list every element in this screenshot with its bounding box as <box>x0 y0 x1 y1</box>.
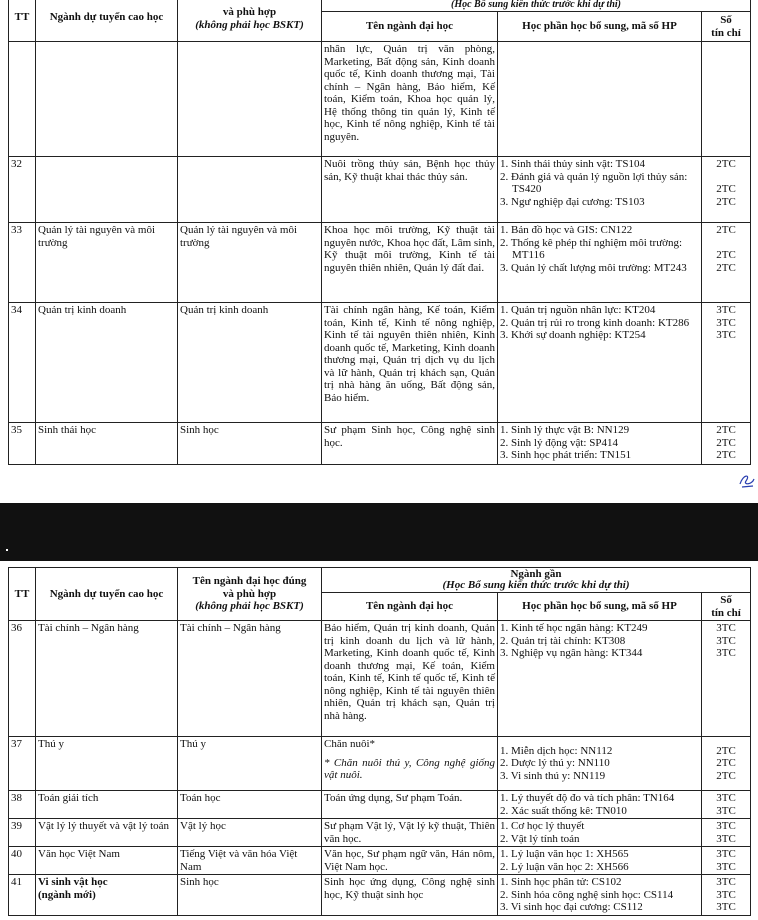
row-fit: Sinh học <box>178 875 322 916</box>
course-item: 1. Sinh lý thực vật B: NN129 <box>500 424 630 436</box>
row-tt: 39 <box>9 819 36 847</box>
table-row <box>9 423 751 465</box>
credit-item: 3TC <box>716 804 736 817</box>
credit-item: 3TC <box>716 634 736 647</box>
row-tt: 40 <box>9 847 36 875</box>
header-group-row <box>9 0 751 12</box>
row-credits <box>702 42 751 157</box>
row-fit <box>178 157 322 223</box>
header-fit-line1: và phù hợp <box>222 6 277 18</box>
row-credits <box>702 303 751 423</box>
row-fit: Sinh học <box>178 423 322 465</box>
row-courses <box>498 303 702 423</box>
header-group <box>322 568 751 593</box>
row-related: Nuôi trồng thủy sản, Bệnh học thủy sản, Kỹ thuật khai thác thủy sản. <box>322 157 498 223</box>
course-item: 1. Quản trị nguồn nhân lực: KT204 <box>500 304 656 316</box>
row-credits <box>702 737 751 791</box>
related-note: * Chăn nuôi thú y, Công nghệ giống vật nuôi. <box>324 756 495 781</box>
row-credits <box>702 819 751 847</box>
row-related: Sư phạm Sinh học, Công nghệ sinh học. <box>322 423 498 465</box>
row-courses <box>498 223 702 303</box>
row-major: Thú y <box>36 737 178 791</box>
credit-item: 2TC <box>716 183 736 195</box>
row-courses <box>498 875 702 916</box>
row-fit <box>178 42 322 157</box>
credit-item: 2TC <box>716 757 736 770</box>
course-item: 1. Bản đồ học và GIS: CN122 <box>500 224 633 236</box>
course-item: 3. Ngư nghiệp đại cương: TS103 <box>500 195 645 208</box>
credit-item: 3TC <box>716 329 736 341</box>
course-item: 2. Dược lý thú y: NN110 <box>500 757 610 770</box>
row-fit: Thú y <box>178 737 322 791</box>
row-tt: 35 <box>9 423 36 465</box>
credit-item: 2TC <box>716 424 736 436</box>
row-major <box>36 875 178 916</box>
row-credits <box>702 847 751 875</box>
header-group-title: Ngành gần <box>510 568 562 580</box>
credit-item: 3TC <box>716 860 736 873</box>
credit-item: 3TC <box>716 876 736 888</box>
course-item: 1. Lý thuyết độ đo và tích phân: TN164 <box>500 792 675 804</box>
header-group-sub: (Học Bổ sung kiến thức trước khi dự thi) <box>442 579 630 591</box>
row-major: Tài chính – Ngân hàng <box>36 621 178 737</box>
row-tt: 38 <box>9 791 36 819</box>
table-row <box>9 42 751 157</box>
table-row <box>9 157 751 223</box>
header-fit-line2: (không phải học BSKT) <box>195 18 304 31</box>
header-credits-line2: tín chỉ <box>711 26 741 39</box>
course-item: 2. Quản trị rủi ro trong kinh doanh: KT286 <box>500 316 690 329</box>
row-fit: Vật lý học <box>178 819 322 847</box>
course-item: 2. Xác suất thống kê: TN010 <box>500 804 627 817</box>
row-major: Sinh thái học <box>36 423 178 465</box>
row-related: Văn học, Sư phạm ngữ văn, Hán nôm, Việt Nam học. <box>322 847 498 875</box>
header-credits-line2: tín chỉ <box>711 606 741 619</box>
course-item: 2. Lý luận văn học 2: XH566 <box>500 860 629 873</box>
row-major: Toán giải tích <box>36 791 178 819</box>
course-item: 1. Sinh thái thủy sinh vật: TS104 <box>500 158 645 170</box>
table-row <box>9 791 751 819</box>
course-item: 1. Miễn dịch học: NN112 <box>500 744 613 757</box>
header-related: Tên ngành đại học <box>322 593 498 621</box>
signature-mark-icon <box>737 470 757 490</box>
course-item: 1. Kinh tế học ngân hàng: KT249 <box>500 622 648 634</box>
row-credits <box>702 791 751 819</box>
row-related: Sư phạm Vật lý, Vật lý kỹ thuật, Thiên văn học. <box>322 819 498 847</box>
course-item: 3. Vi sinh thú y: NN119 <box>500 769 606 782</box>
course-item: 1. Sinh học phân tử: CS102 <box>500 876 622 888</box>
row-related: Bảo hiểm, Quản trị kinh doanh, Quản trị kinh doanh du lịch và lữ hành, Marketing, Kinh doanh quốc tế, Kinh doanh thương mại, Kế toán, Kiểm toán, Kinh tế, Kinh tế quốc tế, Kinh tế nông nghiệp, Kinh tế tài nguyên thiên nhiên, Quản trị khách sạn, Quản trị nhà hàng. <box>322 621 498 737</box>
credit-item: 3TC <box>716 888 736 901</box>
header-credits-line1: Số <box>720 14 732 26</box>
table-page-2 <box>8 567 751 916</box>
credit-item: 3TC <box>716 820 736 832</box>
row-tt: 37 <box>9 737 36 791</box>
course-item: 2. Sinh lý động vật: SP414 <box>500 436 618 449</box>
row-courses <box>498 737 702 791</box>
table-page-1 <box>8 0 751 465</box>
row-major-note: (ngành mới) <box>38 888 96 901</box>
credit-item: 2TC <box>716 744 736 757</box>
credit-item: 3TC <box>716 316 736 329</box>
row-tt: 36 <box>9 621 36 737</box>
credit-item: 3TC <box>716 848 736 860</box>
row-major: Văn học Việt Nam <box>36 847 178 875</box>
course-item: 1. Lý luận văn học 1: XH565 <box>500 848 629 860</box>
row-courses <box>498 157 702 223</box>
row-related: Khoa học môi trường, Kỹ thuật tài nguyên nước, Khoa học đất, Lâm sinh, Kỹ thuật môi trường, Kinh tế tài nguyên thiên nhiên, Quản lý đất đai. <box>322 223 498 303</box>
row-major <box>36 42 178 157</box>
row-related: Toán ứng dụng, Sư phạm Toán. <box>322 791 498 819</box>
row-tt: 33 <box>9 223 36 303</box>
header-tt: TT <box>9 0 36 42</box>
course-item: 3. Nghiệp vụ ngân hàng: KT344 <box>500 647 643 659</box>
course-item: 1. Cơ học lý thuyết <box>500 820 585 832</box>
header-group-row <box>9 568 751 593</box>
row-courses <box>498 42 702 157</box>
row-courses <box>498 621 702 737</box>
row-courses <box>498 791 702 819</box>
table-row <box>9 819 751 847</box>
row-credits <box>702 423 751 465</box>
credit-item: 2TC <box>716 769 736 782</box>
credit-item: 2TC <box>716 261 736 274</box>
credit-item: 3TC <box>716 304 736 316</box>
row-fit: Quản lý tài nguyên và môi trường <box>178 223 322 303</box>
row-courses <box>498 819 702 847</box>
course-item: 2. Sinh hóa công nghệ sinh học: CS114 <box>500 888 674 901</box>
credit-item: 3TC <box>716 832 736 845</box>
row-fit: Tài chính – Ngân hàng <box>178 621 322 737</box>
row-tt <box>9 42 36 157</box>
table-row <box>9 875 751 916</box>
row-credits <box>702 223 751 303</box>
header-fit-line3: (không phải học BSKT) <box>195 600 304 613</box>
table-row <box>9 223 751 303</box>
related-main: Chăn nuôi* <box>324 738 376 750</box>
course-item: 2. Vật lý tính toán <box>500 832 580 845</box>
separator-dot <box>6 549 8 551</box>
credit-item: 3TC <box>716 901 736 913</box>
row-related: Tài chính ngân hàng, Kế toán, Kiểm toán, Kinh tế, Kinh tế nông nghiệp, Kinh tế tài nguyên thiên nhiên, Kinh doanh quốc tế, Marketing, Kinh doanh thương mại, Quản trị dịch vụ du lịch và lữ hành, Quản trị khách sạn, Quản trị nhà hàng ăn uống, Bất động sản, Bảo hiểm. <box>322 303 498 423</box>
header-credits <box>702 12 751 42</box>
row-tt: 32 <box>9 157 36 223</box>
row-courses <box>498 423 702 465</box>
row-related <box>322 737 498 791</box>
row-tt: 41 <box>9 875 36 916</box>
row-fit: Quản trị kinh doanh <box>178 303 322 423</box>
credit-item: 3TC <box>716 792 736 804</box>
row-credits <box>702 157 751 223</box>
header-related: Tên ngành đại học <box>322 12 498 42</box>
row-fit: Toán học <box>178 791 322 819</box>
table-row <box>9 847 751 875</box>
header-tt: TT <box>9 568 36 621</box>
course-item: 2. Quản trị tài chính: KT308 <box>500 634 626 647</box>
header-fit-line1: Tên ngành đại học đúng <box>192 575 307 588</box>
row-tt: 34 <box>9 303 36 423</box>
header-group <box>322 0 751 12</box>
credit-item: 2TC <box>716 195 736 208</box>
credit-item: 2TC <box>716 436 736 449</box>
credit-item: 2TC <box>716 249 736 261</box>
credit-item: 2TC <box>716 158 736 170</box>
course-item: 3. Quản lý chất lượng môi trường: MT243 <box>500 261 687 274</box>
course-item: 2. Đánh giá và quản lý nguồn lợi thủy sản: TS420 <box>500 170 688 195</box>
row-major: Quản trị kinh doanh <box>36 303 178 423</box>
header-major: Ngành dự tuyển cao học <box>36 0 178 42</box>
row-credits <box>702 621 751 737</box>
course-item: 3. Khởi sự doanh nghiệp: KT254 <box>500 329 646 341</box>
header-major: Ngành dự tuyển cao học <box>36 568 178 621</box>
course-item: 2. Thống kê phép thí nghiệm môi trường: MT116 <box>500 236 683 261</box>
header-courses: Học phần học bổ sung, mã số HP <box>498 593 702 621</box>
credit-item: 2TC <box>716 224 736 236</box>
row-major-name: Vi sinh vật học <box>38 876 108 888</box>
credit-item: 2TC <box>716 449 736 461</box>
row-courses <box>498 847 702 875</box>
table-row <box>9 737 751 791</box>
credit-item: 3TC <box>716 647 736 659</box>
row-major: Vật lý lý thuyết và vật lý toán <box>36 819 178 847</box>
page-2 <box>0 561 758 920</box>
header-group-sub: (Học Bổ sung kiến thức trước khi dự thi) <box>450 0 622 10</box>
credit-item: 3TC <box>716 622 736 634</box>
row-credits <box>702 875 751 916</box>
header-credits-line1: Số <box>720 594 732 606</box>
page-separator <box>0 503 758 561</box>
header-fit <box>178 568 322 621</box>
header-credits <box>702 593 751 621</box>
row-fit: Tiếng Việt và văn hóa Việt Nam <box>178 847 322 875</box>
row-related: Sinh học ứng dụng, Công nghệ sinh học, Kỹ thuật sinh học <box>322 875 498 916</box>
header-courses: Học phần học bổ sung, mã số HP <box>498 12 702 42</box>
header-fit <box>178 0 322 42</box>
row-related: nhân lực, Quản trị văn phòng, Marketing, Bất động sản, Kinh doanh quốc tế, Kinh doanh thương mại, Tài chính – Ngân hàng, Bảo hiểm, Kế toán, Kiểm toán, Khoa học quản lý, Hệ thống thông tin quản lý, Kinh tế học, Kinh tế nông nghiệp, Kinh tế tài nguyên. <box>322 42 498 157</box>
table-row <box>9 303 751 423</box>
row-major: Quản lý tài nguyên và môi trường <box>36 223 178 303</box>
header-fit-line2: và phù hợp <box>222 587 277 600</box>
row-major <box>36 157 178 223</box>
course-item: 3. Vi sinh học đại cương: CS112 <box>500 901 643 913</box>
course-item: 3. Sinh học phát triển: TN151 <box>500 449 632 461</box>
table-row <box>9 621 751 737</box>
